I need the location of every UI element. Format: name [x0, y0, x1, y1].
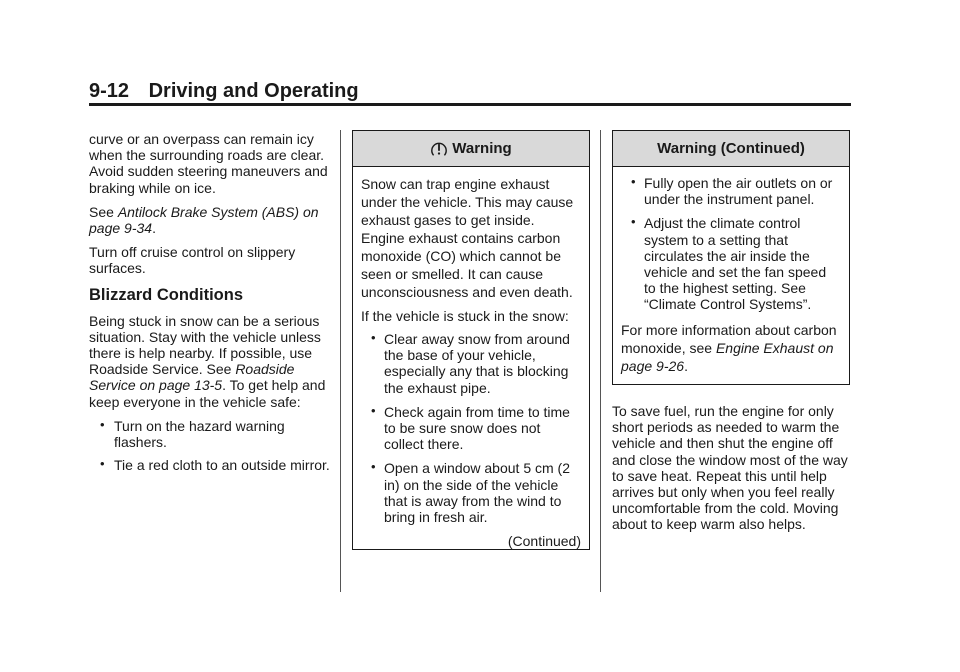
warning-continued-bullet-list — [621, 175, 841, 313]
warning-title: Warning — [452, 140, 512, 157]
carbon-monoxide-paragraph — [621, 321, 841, 375]
stuck-text-b: . To get help and keep everyone in the vehicle safe: — [89, 377, 326, 410]
section-title: Driving and Operating — [148, 80, 359, 102]
page-number: 9-12 — [89, 80, 130, 102]
list-item: • Adjust the climate control system to a setting that circulates the air inside the vehicle and set the fan speed to the highest setting. See “Climate Control Systems”. — [621, 215, 841, 312]
co-prefix: For more information about carbon monoxide, see — [621, 321, 837, 356]
roadside-service-link[interactable]: Roadside Service on page 13-5 — [89, 361, 295, 394]
stuck-text-a: Being stuck in snow can be a serious situation. Stay with the vehicle unless there is help nearby. If possible, use Roadside Service. See — [89, 312, 321, 378]
column-divider-1 — [340, 130, 341, 592]
warning-box-continued — [612, 130, 850, 385]
warning-box — [352, 130, 590, 550]
paragraph-stuck-in-snow — [89, 313, 334, 410]
list-item: • Open a window about 5 cm (2 in) on the side of the vehicle that is away from the wind to bring in fresh air. — [361, 460, 581, 525]
co-suffix: . — [684, 357, 688, 374]
warning-continued-header — [613, 131, 849, 167]
page-header — [89, 80, 359, 103]
warning-box-header — [353, 131, 589, 167]
header-rule — [89, 103, 851, 106]
list-item: • Fully open the air outlets on or under the instrument panel. — [621, 175, 841, 207]
engine-exhaust-link[interactable]: Engine Exhaust on page 9-26 — [621, 339, 834, 374]
paragraph-save-fuel: To save fuel, run the engine for only short periods as needed to warm the vehicle and then shut the engine off and close the window most of the way to save heat. Repeat this until help arrives but only when you feel really uncomfortable from the cold. Moving about to keep warm also helps. — [612, 403, 848, 533]
paragraph-see-abs — [89, 204, 334, 236]
see-prefix: See — [89, 203, 118, 220]
warning-stuck-paragraph: If the vehicle is stuck in the snow: — [361, 308, 569, 324]
subheading-blizzard: Blizzard Conditions — [89, 285, 243, 304]
warning-continued-body — [613, 167, 849, 387]
see-suffix: . — [152, 220, 156, 237]
list-item: • Check again from time to time to be sure snow does not collect there. — [361, 404, 581, 453]
continued-label: (Continued) — [507, 533, 581, 550]
column-divider-2 — [600, 130, 601, 592]
safety-bullet-list — [89, 418, 334, 474]
column-3 — [612, 403, 852, 541]
list-item: • Tie a red cloth to an outside mirror. — [89, 457, 334, 473]
warning-continued-title: Warning (Continued) — [657, 140, 805, 157]
column-1 — [89, 131, 334, 480]
warning-triangle-icon — [430, 140, 448, 158]
paragraph-icy-roads: curve or an overpass can remain icy when the surrounding roads are clear. Avoid sudden steering maneuvers and braking while on ice. — [89, 131, 328, 196]
list-item: • Turn on the hazard warning flashers. — [89, 418, 334, 450]
warning-bullet-list — [361, 331, 581, 525]
paragraph-cruise-control: Turn off cruise control on slippery surfaces. — [89, 244, 296, 277]
warning-box-body — [353, 167, 589, 561]
warning-exhaust-paragraph: Snow can trap engine exhaust under the vehicle. This may cause exhaust gases to get inside. Engine exhaust contains carbon monoxide (CO) which cannot be seen or smelled. It can cause unconsciousness and even death. — [361, 176, 574, 300]
list-item: • Clear away snow from around the base of your vehicle, especially any that is blocking the exhaust pipe. — [361, 331, 581, 396]
abs-reference-link[interactable]: Antilock Brake System (ABS) on page 9-34 — [89, 203, 319, 237]
